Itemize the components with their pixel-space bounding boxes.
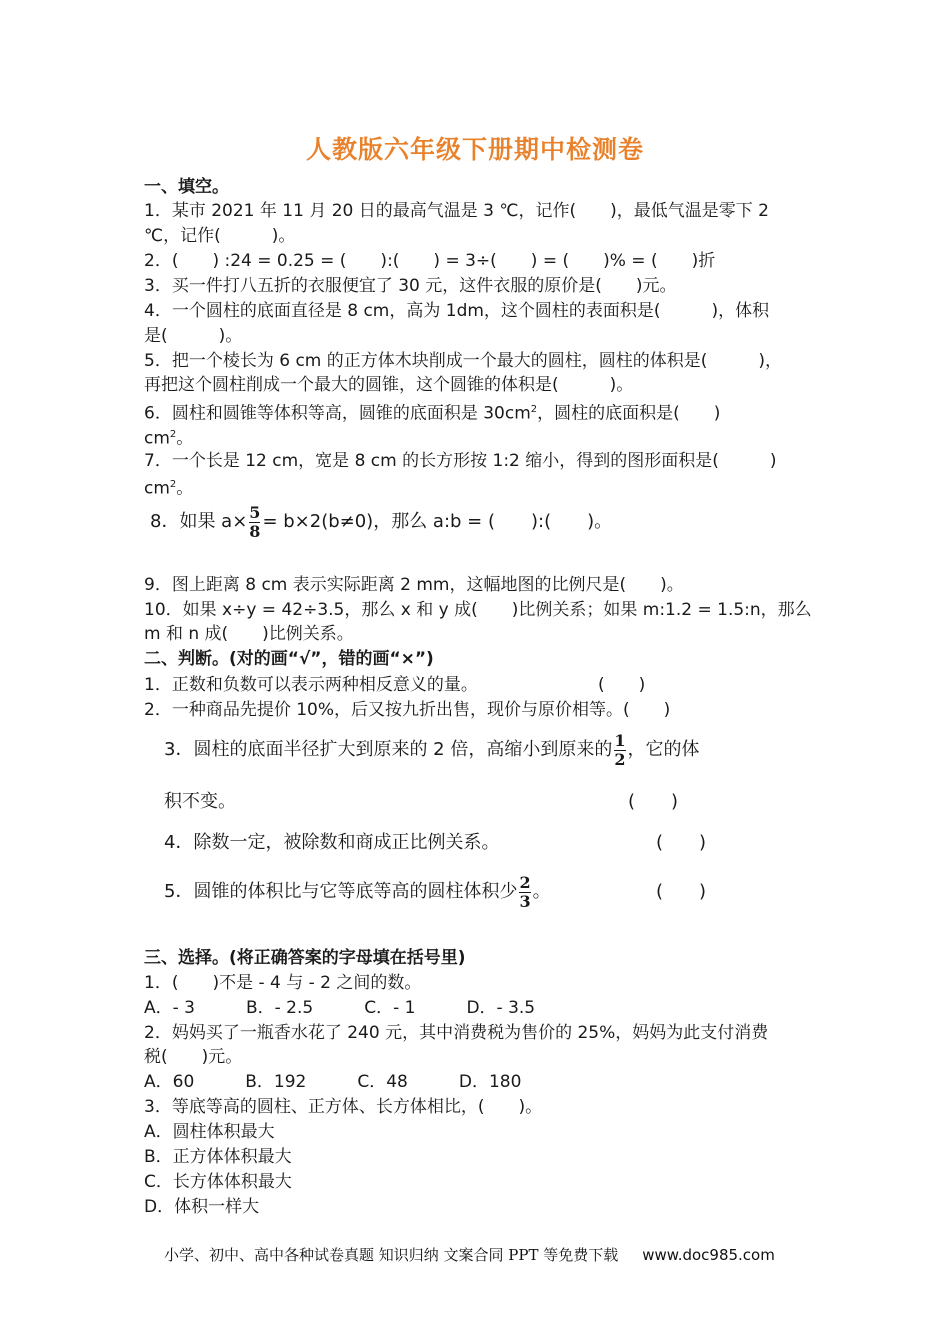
judge-question-4: 4．除数一定，被除数和商成正比例关系。 — [164, 832, 500, 853]
fill-question-6: 6．圆柱和圆锥等体积等高，圆锥的底面积是 $30cm^2$，圆柱的底面积是( ) — [144, 403, 721, 424]
choice-option-3d: D．体积一样大 — [144, 1197, 260, 1217]
choice-options-2: A．60 B．192 C．48 D．180 — [144, 1072, 522, 1092]
judge-answer-bracket-3: ( ) — [628, 791, 679, 812]
section-heading-judge: 二、判断。(对的画“√”，错的画“×”) — [144, 649, 434, 669]
fill-question-5: 5．把一个棱长为 6 cm 的正方体木块削成一个最大的圆柱，圆柱的体积是( )， — [144, 351, 783, 371]
fraction: $\frac{5}{8}$ — [249, 502, 261, 541]
choice-question-2-cont: 税( )元。 — [144, 1047, 243, 1067]
section-heading-fill: 一、填空。 — [144, 177, 229, 197]
page-footer — [164, 1244, 775, 1265]
fill-question-7: 7．一个长是 12 cm，宽是 8 cm 的长方形按 1:2 缩小，得到的图形面积是( ) — [144, 451, 777, 471]
fill-question-7-cont: $cm^2$。 — [144, 478, 194, 499]
footer-url[interactable]: www.doc985.com — [642, 1246, 775, 1264]
fraction: $\frac{2}{3}$ — [519, 872, 531, 911]
footer-text: 小学、初中、高中各种试卷真题 知识归纳 文案合同 PPT 等免费下载 — [164, 1246, 619, 1264]
fill-question-8: 8．如果 a× $\frac{5}{8}$ = b×2(b≠0)，那么 a:b = ( ):( )。 — [150, 502, 613, 541]
choice-question-2: 2．妈妈买了一瓶香水花了 240 元，其中消费税为售价的 25%，妈妈为此支付消费 — [144, 1023, 769, 1043]
fill-question-10-cont: m 和 n 成( )比例关系。 — [144, 624, 354, 644]
judge-question-3: 3．圆柱的底面半径扩大到原来的 2 倍，高缩小到原来的 $\frac{1}{2}$ ，它的体 — [164, 730, 700, 769]
judge-answer-bracket-5: ( ) — [656, 881, 707, 902]
judge-answer-bracket-1: ( ) — [598, 675, 646, 695]
choice-options-1: A．- 3 B．- 2.5 C．- 1 D．- 3.5 — [144, 998, 536, 1018]
fill-question-9: 9．图上距离 8 cm 表示实际距离 2 mm，这幅地图的比例尺是( )。 — [144, 575, 684, 595]
judge-question-3-cont: 积不变。 — [164, 791, 236, 812]
choice-option-3c: C．长方体体积最大 — [144, 1172, 292, 1192]
section-heading-choice: 三、选择。(将正确答案的字母填在括号里) — [144, 948, 466, 968]
fill-question-6-cont: $cm^2$。 — [144, 428, 194, 449]
fraction: $\frac{1}{2}$ — [614, 730, 626, 769]
choice-option-3a: A．圆柱体积最大 — [144, 1122, 275, 1142]
fill-question-4-cont: 是( )。 — [144, 326, 243, 346]
fill-question-1: 1．某市 2021 年 11 月 20 日的最高气温是 3 ℃，记作( )，最低气温是零下 2 — [144, 201, 769, 221]
judge-answer-bracket-4: ( ) — [656, 832, 707, 853]
choice-question-3: 3．等底等高的圆柱、正方体、长方体相比，( )。 — [144, 1097, 543, 1117]
fill-question-1-cont: ℃，记作( )。 — [144, 226, 296, 246]
fill-question-10: 10．如果 x÷y = 42÷3.5，那么 x 和 y 成( )比例关系；如果 m:1.2 = 1.5:n，那么 — [144, 600, 812, 620]
choice-option-3b: B．正方体体积最大 — [144, 1147, 292, 1167]
fill-question-4: 4．一个圆柱的底面直径是 8 cm，高为 1dm，这个圆柱的表面积是( )，体积 — [144, 301, 770, 321]
fill-question-3: 3．买一件打八五折的衣服便宜了 30 元，这件衣服的原价是( )元。 — [144, 276, 677, 296]
judge-question-2: 2．一种商品先提价 10%，后又按九折出售，现价与原价相等。( ) — [144, 700, 671, 720]
judge-question-5: 5．圆锥的体积比与它等底等高的圆柱体积少 $\frac{2}{3}$ 。 — [164, 872, 551, 911]
fill-question-5-cont: 再把这个圆柱削成一个最大的圆锥，这个圆锥的体积是( )。 — [144, 375, 634, 395]
choice-question-1: 1．( )不是 - 4 与 - 2 之间的数。 — [144, 973, 422, 993]
judge-question-1: 1．正数和负数可以表示两种相反意义的量。 — [144, 675, 478, 695]
page-title: 人教版六年级下册期中检测卷 — [305, 135, 644, 164]
fill-question-2: 2．( ) :24 = 0.25 = ( ):( ) = 3÷( ) = ( )% = ( )折 — [144, 251, 716, 271]
